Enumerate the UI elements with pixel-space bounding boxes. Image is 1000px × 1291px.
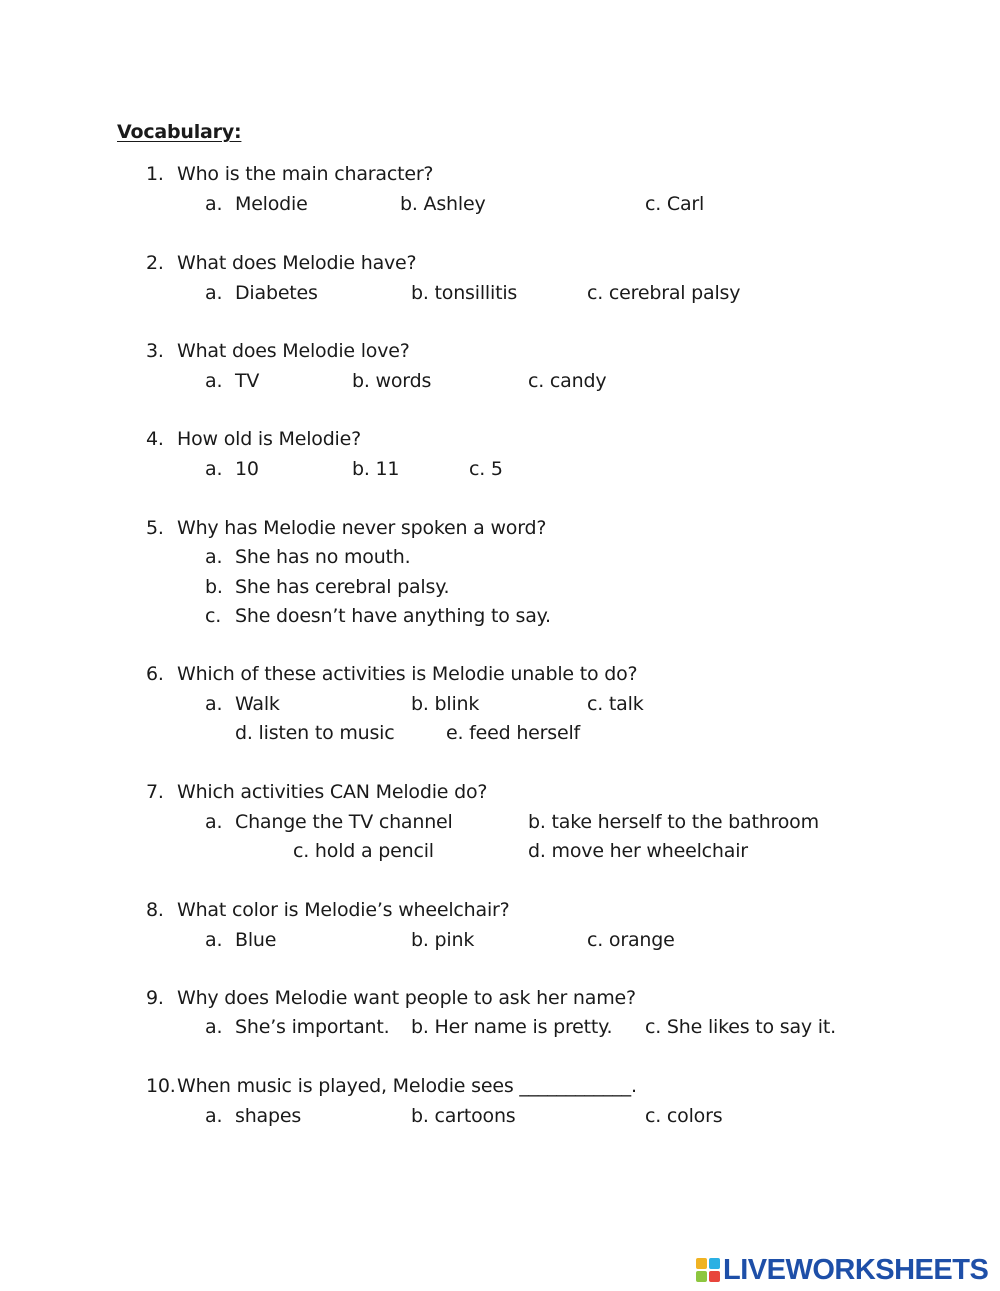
option: d. move her wheelchair [528, 840, 748, 862]
question-text: When music is played, Melodie sees ____________. [177, 1075, 637, 1097]
option: b. tonsillitis [411, 282, 518, 304]
option: She’s important. [235, 1016, 390, 1038]
question-number: 8. [146, 899, 164, 921]
question-number: 1. [146, 163, 164, 185]
liveworksheets-logo [696, 1255, 992, 1285]
option: e. feed herself [446, 722, 581, 744]
question-number: 7. [146, 781, 164, 803]
option: c. Carl [645, 193, 705, 215]
option: TV [235, 370, 260, 392]
option: b. blink [411, 693, 480, 715]
option-letter: a. [205, 193, 223, 215]
option: She has cerebral palsy. [235, 576, 450, 598]
option-letter: a. [205, 693, 223, 715]
option: Walk [235, 693, 280, 715]
logo-text: LIVEWORKSHEETS [723, 1254, 989, 1286]
question-number: 5. [146, 517, 164, 539]
logo-tile [696, 1271, 707, 1282]
option: c. orange [587, 929, 675, 951]
option-letter: a. [205, 370, 223, 392]
question-text: Why does Melodie want people to ask her name? [177, 987, 636, 1009]
option-letter: a. [205, 458, 223, 480]
question-text: How old is Melodie? [177, 428, 362, 450]
question-number: 6. [146, 663, 164, 685]
option: c. candy [528, 370, 607, 392]
option: c. hold a pencil [293, 840, 434, 862]
option-letter: a. [205, 1016, 223, 1038]
logo-tile [709, 1258, 720, 1269]
question-text: Who is the main character? [177, 163, 434, 185]
option-letter: a. [205, 1105, 223, 1127]
option-letter: a. [205, 929, 223, 951]
option: Diabetes [235, 282, 318, 304]
section-heading: Vocabulary: [117, 121, 242, 143]
option-letter: b. [205, 576, 223, 598]
option: Change the TV channel [235, 811, 453, 833]
option: Melodie [235, 193, 308, 215]
question-number: 3. [146, 340, 164, 362]
option: She doesn’t have anything to say. [235, 605, 551, 627]
option: c. cerebral palsy [587, 282, 741, 304]
question-text: What does Melodie have? [177, 252, 417, 274]
option: d. listen to music [235, 722, 395, 744]
option: c. talk [587, 693, 644, 715]
question-text: Which of these activities is Melodie unable to do? [177, 663, 638, 685]
question-text: Which activities CAN Melodie do? [177, 781, 488, 803]
question-number: 4. [146, 428, 164, 450]
option: shapes [235, 1105, 302, 1127]
question-text: Why has Melodie never spoken a word? [177, 517, 547, 539]
option-letter: a. [205, 546, 223, 568]
option: b. 11 [352, 458, 400, 480]
question-text: What does Melodie love? [177, 340, 410, 362]
option: Blue [235, 929, 277, 951]
option: b. words [352, 370, 432, 392]
option: She has no mouth. [235, 546, 411, 568]
logo-tiles-icon [696, 1258, 720, 1282]
option: c. 5 [469, 458, 503, 480]
option: b. Ashley [400, 193, 486, 215]
option-letter: a. [205, 282, 223, 304]
question-text: What color is Melodie’s wheelchair? [177, 899, 510, 921]
option: b. Her name is pretty. [411, 1016, 613, 1038]
question-number: 10. [146, 1075, 176, 1097]
question-number: 2. [146, 252, 164, 274]
option-letter: c. [205, 605, 222, 627]
option: c. colors [645, 1105, 723, 1127]
logo-tile [709, 1271, 720, 1282]
option-letter: a. [205, 811, 223, 833]
logo-tile [696, 1258, 707, 1269]
option: b. pink [411, 929, 475, 951]
option: 10 [235, 458, 259, 480]
option: b. cartoons [411, 1105, 516, 1127]
option: b. take herself to the bathroom [528, 811, 819, 833]
option: c. She likes to say it. [645, 1016, 836, 1038]
question-number: 9. [146, 987, 164, 1009]
